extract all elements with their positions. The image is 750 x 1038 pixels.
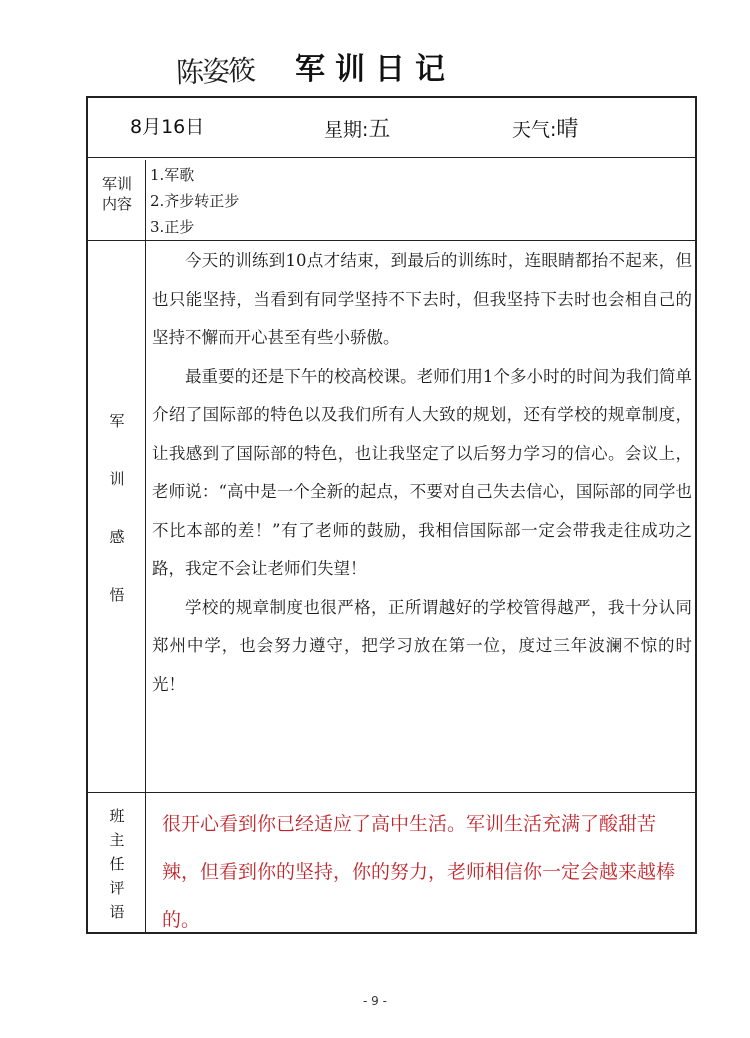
reflection-paragraph: 最重要的还是下午的校高校课。老师们用1个多小时的时间为我们简单介绍了国际部的特色以及我们所有人大致的规划，还有学校的规章制度，让我感到了国际部的特色，也让我坚定了以后努力学习的信心。会议上，老师说：“高中是一个全新的起点，不要对自己失去信心，国际部的同学也不比本部的差！”有了老师的鼓励，我相信国际部一定会带我走往成功之路，我定不会让老师们失望！	[152, 366, 692, 578]
training-item: 2.齐步转正步	[150, 192, 240, 210]
row-divider	[88, 240, 695, 241]
training-content-label: 军训内容	[101, 175, 132, 213]
diary-table	[86, 96, 697, 934]
reflection-label-char: 感	[109, 528, 125, 546]
weekday-label: 星期:	[324, 119, 369, 141]
teacher-comment-label-char: 任	[109, 855, 125, 873]
date-value: 8月16日	[130, 116, 205, 138]
weather-value: 晴	[556, 117, 579, 142]
training-item: 1.军歌	[150, 166, 195, 184]
reflection-label-char: 悟	[109, 586, 125, 604]
reflection-paragraph: 学校的规章制度也很严格，正所谓越好的学校管得越严，我十分认同郑州中学，也会努力遵守，把学习放在第一位，度过三年波澜不惊的时光！	[152, 597, 692, 694]
teacher-comment-label-char: 主	[109, 831, 125, 849]
reflection-label	[88, 392, 146, 624]
teacher-comment-label	[88, 804, 146, 924]
training-item: 3.正步	[150, 218, 195, 236]
teacher-comment-label-char: 班	[109, 807, 125, 825]
row-divider	[88, 157, 695, 158]
reflection-text	[152, 242, 692, 704]
student-name: 陈姿筱	[175, 53, 255, 90]
reflection-label-char: 训	[109, 470, 125, 488]
teacher-comment-text: 很开心看到你已经适应了高中生活。军训生活充满了酸甜苦辣，但看到你的坚持，你的努力，老师相信你一定会越来越棒的。	[162, 813, 676, 931]
weather-field	[512, 112, 578, 143]
row-divider	[88, 792, 695, 793]
teacher-comment-label-char: 评	[109, 879, 125, 897]
reflection-paragraph: 今天的训练到10点才结束，到最后的训练时，连眼睛都抬不起来，但也只能坚持，当看到有同学坚持不下去时，但我坚持下去时也会相自己的坚持不懈而开心甚至有些小骄傲。	[152, 251, 692, 347]
page-title: 军训日记	[295, 52, 455, 87]
reflection-label-char: 军	[109, 412, 125, 430]
weekday-field	[324, 112, 390, 143]
teacher-comment-label-char: 语	[109, 903, 125, 921]
page-number: - 9 -	[363, 994, 387, 1008]
training-content-list	[150, 162, 239, 240]
weather-label: 天气:	[512, 119, 557, 141]
weekday-value: 五	[368, 117, 391, 142]
